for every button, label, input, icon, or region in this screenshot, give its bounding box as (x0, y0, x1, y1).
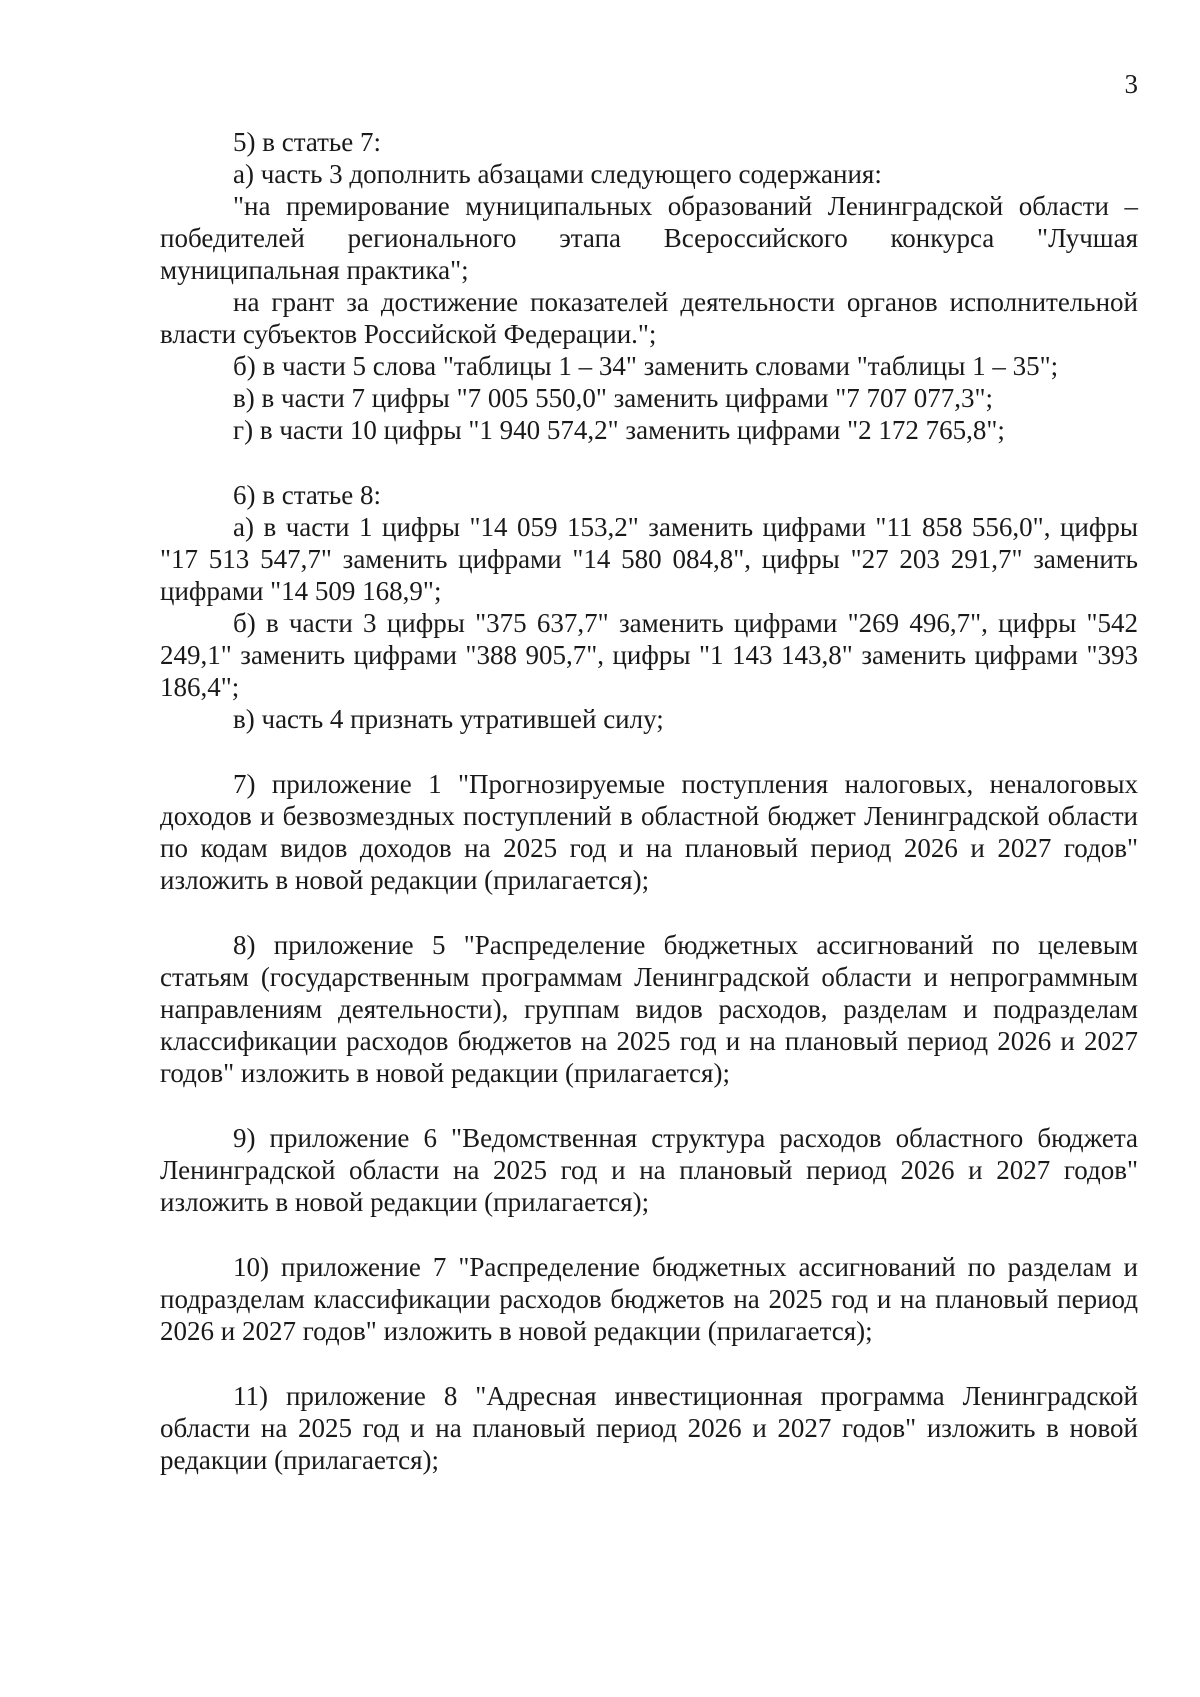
paragraph-item-9: 9) приложение 6 "Ведомственная структура расходов областного бюджета Ленинградской области на 2025 год и на плановый период 2026 и 2027 годов" изложить в новой редакции (прилагается); (160, 1123, 1138, 1217)
paragraph-article-7-a-text-2: на грант за достижение показателей деятельности органов исполнительной власти субъектов Российской Федерации."; (160, 287, 1138, 349)
paragraph-spacer (160, 1347, 1138, 1380)
paragraph-spacer (160, 446, 1138, 479)
paragraph-item-8: 8) приложение 5 "Распределение бюджетных ассигнований по целевым статьям (государственным программам Ленинградской области и непрограммным направлениям деятельности), группам видов расходов, разделам и подразделам классификации расходов бюджетов на 2025 год и на плановый период 2026 и 2027 годов" изложить в новой редакции (прилагается); (160, 930, 1138, 1088)
paragraph-spacer (160, 896, 1138, 929)
paragraph-article-7-g: г) в части 10 цифры "1 940 574,2" заменить цифрами "2 172 765,8"; (233, 415, 1005, 445)
paragraph-article-7-b: б) в части 5 слова "таблицы 1 – 34" заменить словами "таблицы 1 – 35"; (233, 351, 1059, 381)
paragraph-item-11: 11) приложение 8 "Адресная инвестиционная программа Ленинградской области на 2025 год и на плановый период 2026 и 2027 годов" изложить в новой редакции (прилагается); (160, 1381, 1138, 1475)
paragraph-spacer (160, 735, 1138, 768)
paragraph-article-7-a-text-1: "на премирование муниципальных образований Ленинградской области – победителей регионального этапа Всероссийского конкурса "Лучшая муниципальная практика"; (160, 191, 1138, 285)
paragraph-spacer (160, 1089, 1138, 1122)
paragraph-article-8-heading: 6) в статье 8: (233, 480, 381, 510)
paragraph-spacer (160, 1218, 1138, 1251)
paragraph-article-8-a: а) в части 1 цифры "14 059 153,2" заменить цифрами "11 858 556,0", цифры "17 513 547,7" заменить цифрами "14 580 084,8", цифры "27 203 291,7" заменить цифрами "14 509 168,9"; (160, 512, 1138, 606)
page-number: 3 (1124, 69, 1138, 99)
paragraph-item-10: 10) приложение 7 "Распределение бюджетных ассигнований по разделам и подразделам классификации расходов бюджетов на 2025 год и на плановый период 2026 и 2027 годов" изложить в новой редакции (прилагается); (160, 1252, 1138, 1346)
paragraph-article-8-v: в) часть 4 признать утратившей силу; (233, 704, 664, 734)
paragraph-article-7-a: а) часть 3 дополнить абзацами следующего содержания: (233, 159, 882, 189)
paragraph-article-7-heading: 5) в статье 7: (233, 127, 381, 157)
document-body (160, 126, 1138, 1476)
paragraph-article-8-b: б) в части 3 цифры "375 637,7" заменить цифрами "269 496,7", цифры "542 249,1" заменить цифрами "388 905,7", цифры "1 143 143,8" заменить цифрами "393 186,4"; (160, 608, 1138, 702)
paragraph-item-7: 7) приложение 1 "Прогнозируемые поступления налоговых, неналоговых доходов и безвозмездных поступлений в областной бюджет Ленинградской области по кодам видов доходов на 2025 год и на плановый период 2026 и 2027 годов" изложить в новой редакции (прилагается); (160, 769, 1138, 895)
paragraph-article-7-v: в) в части 7 цифры "7 005 550,0" заменить цифрами "7 707 077,3"; (233, 383, 994, 413)
